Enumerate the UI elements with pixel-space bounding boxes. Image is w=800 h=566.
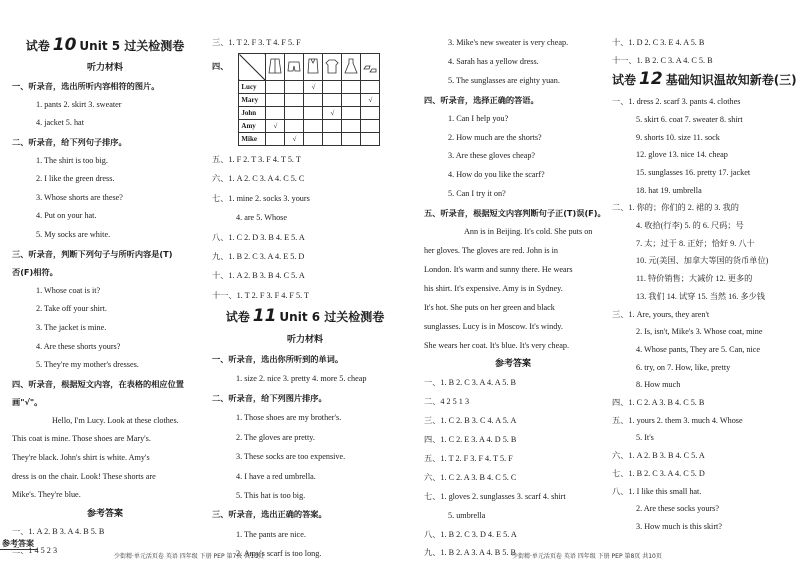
table-cell (361, 133, 380, 146)
answer-line: 7. 太；过于 8. 正好；恰好 9. 八十 (636, 238, 755, 248)
section-heading: 一、听录音，选出你所听到的单词。 (212, 354, 344, 365)
answer-line: 9. shorts 10. size 11. sock (636, 132, 720, 142)
answer-line: 一、1. A 2. B 3. A 4. B 5. B (12, 527, 105, 537)
passage-line: It's hot. She puts on her green and black (424, 302, 555, 312)
transcript-line: 5. My socks are white. (36, 229, 111, 239)
table-cell (323, 81, 342, 94)
transcript-line: 3. Are these gloves cheap? (448, 151, 536, 161)
table-row (239, 120, 380, 133)
answer-line: 8. How much (636, 380, 681, 390)
section-heading: 否(F)相符。 (12, 267, 58, 278)
answer-line: 15. sunglasses 16. pretty 17. jacket (636, 167, 751, 177)
title-prefix: 试卷 (225, 310, 250, 325)
answer-line: 2. Is, isn't, Mike's 3. Whose coat, mine (636, 327, 763, 337)
passage-line: sunglasses. Lucy is in Moscow. It's windy. (424, 321, 563, 331)
answer-line: 十一、1. T 2. F 3. F 4. F 5. T (212, 290, 310, 300)
answer-line: 2. Are these socks yours? (636, 504, 719, 514)
table-cell: √ (304, 81, 323, 94)
answer-line: 九、1. B 2. C 3. A 4. E 5. D (212, 252, 305, 262)
section-subtitle: 听力材料 (86, 62, 123, 73)
section-heading: 三、听录音，选出正确的答案。 (212, 509, 327, 520)
transcript-line: 4. jacket 5. hat (36, 118, 84, 128)
passage-line: Ann is in Beijing. It's cold. She puts on (464, 227, 593, 237)
answer-line: 十、1. A 2. B 3. B 4. C 5. A (212, 271, 305, 281)
answer-line: 5. umbrella (448, 510, 486, 520)
table-cell (304, 120, 323, 133)
passage-line: Mike's. They're blue. (12, 490, 81, 500)
shorts-picture (285, 54, 304, 81)
clothes-owner-table (238, 53, 380, 146)
table-cell: √ (323, 107, 342, 120)
transcript-line: 4. Put on your hat. (36, 211, 97, 221)
table-row (239, 107, 380, 120)
table-cell (361, 107, 380, 120)
answer-line: 4. are 5. Whose (236, 213, 288, 223)
section-heading: 三、听录音，判断下列句子与所听内容是(T) (12, 248, 173, 259)
answer-line: 七、1. gloves 2. sunglasses 3. scarf 4. shirt (424, 491, 566, 501)
row-name: Mary (239, 94, 266, 107)
answer-line: 五、1. yours 2. them 3. much 4. Whose (612, 415, 743, 425)
answer-line: 八、1. C 2. D 3. B 4. E 5. A (212, 232, 305, 242)
answer-line: 六、1. C 2. A 3. B 4. C 5. C (424, 472, 517, 482)
table-cell (266, 94, 285, 107)
table-cell (266, 81, 285, 94)
answer-line: 5. skirt 6. coat 7. sweater 8. shirt (636, 114, 743, 124)
answer-line: 4. 收拾(行李) 5. 的 6. 尺码；号 (636, 221, 744, 231)
transcript-line: 4. Are these shorts yours? (36, 341, 121, 351)
answer-line: 四、1. C 2. E 3. A 4. D 5. B (424, 435, 517, 445)
table-cell (304, 133, 323, 146)
transcript-line: 5. Can I try it on? (448, 189, 506, 199)
dress-picture (342, 54, 361, 81)
column-4 (612, 34, 797, 536)
answer-line: 11. 特价销售；大减价 12. 更多的 (636, 274, 753, 284)
answer-line: 二、1. 你的；你们的 2. 裙的 3. 我的 (612, 203, 739, 213)
table-cell (323, 94, 342, 107)
shirt-picture (323, 54, 342, 81)
answer-line: 10. 元(美国、加拿大等国的货币单位) (636, 256, 769, 266)
section-subtitle: 听力材料 (286, 334, 323, 345)
section-heading: 二、听录音，给下列句子排序。 (12, 136, 127, 147)
answer-line: 三、1. Are, yours, they aren't (612, 309, 710, 319)
table-cell (285, 81, 304, 94)
table-cell (361, 120, 380, 133)
table-row (239, 133, 380, 146)
title-text: Unit 5 过关检测卷 (79, 39, 185, 53)
answer-line: 二、1 4 5 2 3 (12, 546, 58, 556)
table-cell: √ (361, 94, 380, 107)
column-2 (212, 34, 398, 564)
margin-divider (0, 549, 38, 550)
table-cell (266, 107, 285, 120)
section-subtitle: 参考答案 (494, 359, 531, 370)
transcript-line: 5. The sunglasses are eighty yuan. (448, 75, 560, 85)
table-cell (285, 94, 304, 107)
answer-line: 五、1. F 2. T 3. F 4. T 5. T (212, 155, 301, 164)
row-name: Mike (239, 133, 266, 146)
transcript-line: 4. I have a red umbrella. (236, 471, 316, 481)
answer-line: 一、1. B 2. C 3. A 4. A 5. B (424, 378, 516, 388)
test-title (612, 69, 797, 90)
section-heading: 四、听录音，选择正确的答语。 (424, 94, 539, 105)
section-subtitle: 参考答案 (86, 508, 123, 519)
transcript-line: 3. Mike's new sweater is very cheap. (448, 38, 569, 47)
answer-line: 二、4 2 5 1 3 (424, 397, 470, 407)
passage-line: her gloves. The gloves are red. John is in (424, 245, 559, 255)
section-heading: 五、听录音，根据短文内容判断句子正(T)误(F)。 (424, 208, 606, 219)
table-cell (285, 120, 304, 133)
passage-line: She wears her coat. It's blue. It's very cheap. (424, 340, 570, 350)
table-cell (304, 94, 323, 107)
section-heading: 一、听录音，选出所听内容相符的图片。 (12, 81, 160, 92)
answer-line: 六、1. A 2. C 3. A 4. C 5. C (212, 174, 305, 184)
transcript-line: 4. How do you like the scarf? (448, 170, 545, 180)
title-text: Unit 6 过关检测卷 (279, 310, 385, 325)
transcript-line: 1. The shirt is too big. (36, 155, 108, 165)
answer-line: 七、1. B 2. C 3. A 4. C 5. D (612, 468, 705, 478)
answer-line: 四、1. C 2. A 3. B 4. C 5. B (612, 398, 705, 408)
transcript-line: 2. I like the green dress. (36, 174, 115, 184)
answer-line: 12. glove 13. nice 14. cheap (636, 150, 728, 160)
transcript-line: 2. The gloves are pretty. (236, 432, 315, 442)
passage-line: London. It's warm and sunny there. He wears (424, 264, 573, 274)
passage-line: This coat is mine. Those shoes are Mary's. (12, 434, 151, 444)
answer-line: 6. try, on 7. How, like, pretty (636, 362, 731, 372)
table-cell (342, 133, 361, 146)
transcript-line: 5. They're my mother's dresses. (36, 360, 139, 370)
answer-line: 八、1. B 2. C 3. D 4. E 5. A (424, 529, 517, 539)
row-name: Lucy (239, 81, 266, 94)
passage-line: dress is on the chair. Look! These shorts are (12, 471, 156, 481)
table-section-label: 四、 (212, 61, 229, 71)
section-heading: 画"√"。 (12, 397, 43, 408)
test-title (12, 36, 198, 56)
coat-picture (266, 54, 285, 81)
transcript-line: 5. This hat is too big. (236, 490, 306, 500)
shoes-picture (361, 54, 380, 81)
answer-line: 13. 我们 14. 试穿 15. 当然 16. 多少钱 (636, 291, 765, 301)
transcript-line: 2. Take off your shirt. (36, 304, 107, 314)
table-corner (239, 54, 266, 81)
transcript-line: 1. The pants are nice. (236, 529, 306, 539)
passage-line: Hello, I'm Lucy. Look at these clothes. (52, 415, 179, 425)
transcript-line: 1. Can I help you? (448, 113, 509, 123)
transcript-line: 2. Amy's scarf is too long. (236, 549, 322, 559)
answer-line: 三、1. T 2. F 3. T 4. F 5. F (212, 38, 301, 47)
table-row (239, 81, 380, 94)
table-cell (266, 133, 285, 146)
table-cell (361, 81, 380, 94)
answer-line: 九、1. B 2. A 3. A 4. B 5. B (424, 548, 516, 558)
transcript-line: 2. How much are the shorts? (448, 132, 542, 142)
margin-label: 参考答案 (2, 539, 34, 548)
table-cell (342, 120, 361, 133)
table-cell (323, 133, 342, 146)
title-number: 12 (639, 69, 663, 90)
transcript-line: 3. Whose shorts are these? (36, 192, 123, 202)
answer-line: 5. It's (636, 433, 654, 443)
title-number: 11 (252, 306, 277, 327)
transcript-line: 1. Whose coat is it? (36, 285, 101, 295)
title-prefix: 试卷 (25, 39, 50, 53)
row-name: John (239, 107, 266, 120)
answer-line: 一、1. dress 2. scarf 3. pants 4. clothes (612, 97, 741, 107)
answer-line: 五、1. T 2. F 3. F 4. T 5. F (424, 453, 513, 463)
table-cell (342, 94, 361, 107)
title-text: 基础知识温故知新卷(三) (665, 73, 797, 88)
table-cell (304, 107, 323, 120)
transcript-line: 3. The jacket is mine. (36, 322, 107, 332)
test-title (212, 307, 398, 327)
coat-picture-2 (304, 54, 323, 81)
title-prefix: 试卷 (612, 73, 637, 88)
clothes-table-block (212, 53, 398, 146)
table-row (239, 94, 380, 107)
transcript-line: 1. Those shoes are my brother's. (236, 413, 342, 423)
transcript-line: 1. pants 2. skirt 3. sweater (36, 99, 122, 109)
transcript-line: 1. size 2. nice 3. pretty 4. more 5. cheap (236, 374, 367, 384)
answer-line: 七、1. mine 2. socks 3. yours (212, 193, 310, 203)
table-cell (285, 107, 304, 120)
column-3 (424, 34, 606, 563)
table-cell (342, 81, 361, 94)
row-name: Amy (239, 120, 266, 133)
table-cell: √ (285, 133, 304, 146)
answer-line: 六、1. A 2. B 3. B 4. C 5. A (612, 451, 705, 461)
answer-line: 十、1. D 2. C 3. E 4. A 5. B (612, 38, 705, 47)
section-heading: 四、听录音，根据短文内容，在表格的相应位置 (12, 378, 184, 389)
answer-line: 18. hat 19. umbrella (636, 185, 702, 195)
title-number: 10 (52, 35, 77, 55)
answer-line: 三、1. C 2. B 3. C 4. A 5. A (424, 416, 517, 426)
table-cell: √ (266, 120, 285, 133)
transcript-line: 3. These socks are too expensive. (236, 452, 346, 462)
column-1 (12, 34, 198, 561)
section-heading: 二、听录音，给下列图片排序。 (212, 392, 327, 403)
table-cell (323, 120, 342, 133)
footer-right: 少街精·单元活页卷 英语 四年级 下册 PEP 第8页 共10页 (512, 553, 662, 560)
answer-line: 4. Whose pants, They are 5. Can, nice (636, 344, 761, 354)
answer-line: 十一、1. B 2. C 3. A 4. C 5. B (612, 55, 713, 65)
table-cell (342, 107, 361, 120)
transcript-line: 4. Sarah has a yellow dress. (448, 56, 539, 66)
answer-line: 八、1. I like this small hat. (612, 486, 702, 496)
passage-line: his shirt. It's expensive. Amy is in Sydney. (424, 283, 563, 293)
passage-line: They're black. John's shirt is white. Amy's (12, 453, 150, 463)
answer-line: 3. How much is this skirt? (636, 521, 722, 531)
footer-left: 少街精·单元活页卷 英语 四年级 下册 PEP 第7页 共10页 (114, 553, 264, 560)
